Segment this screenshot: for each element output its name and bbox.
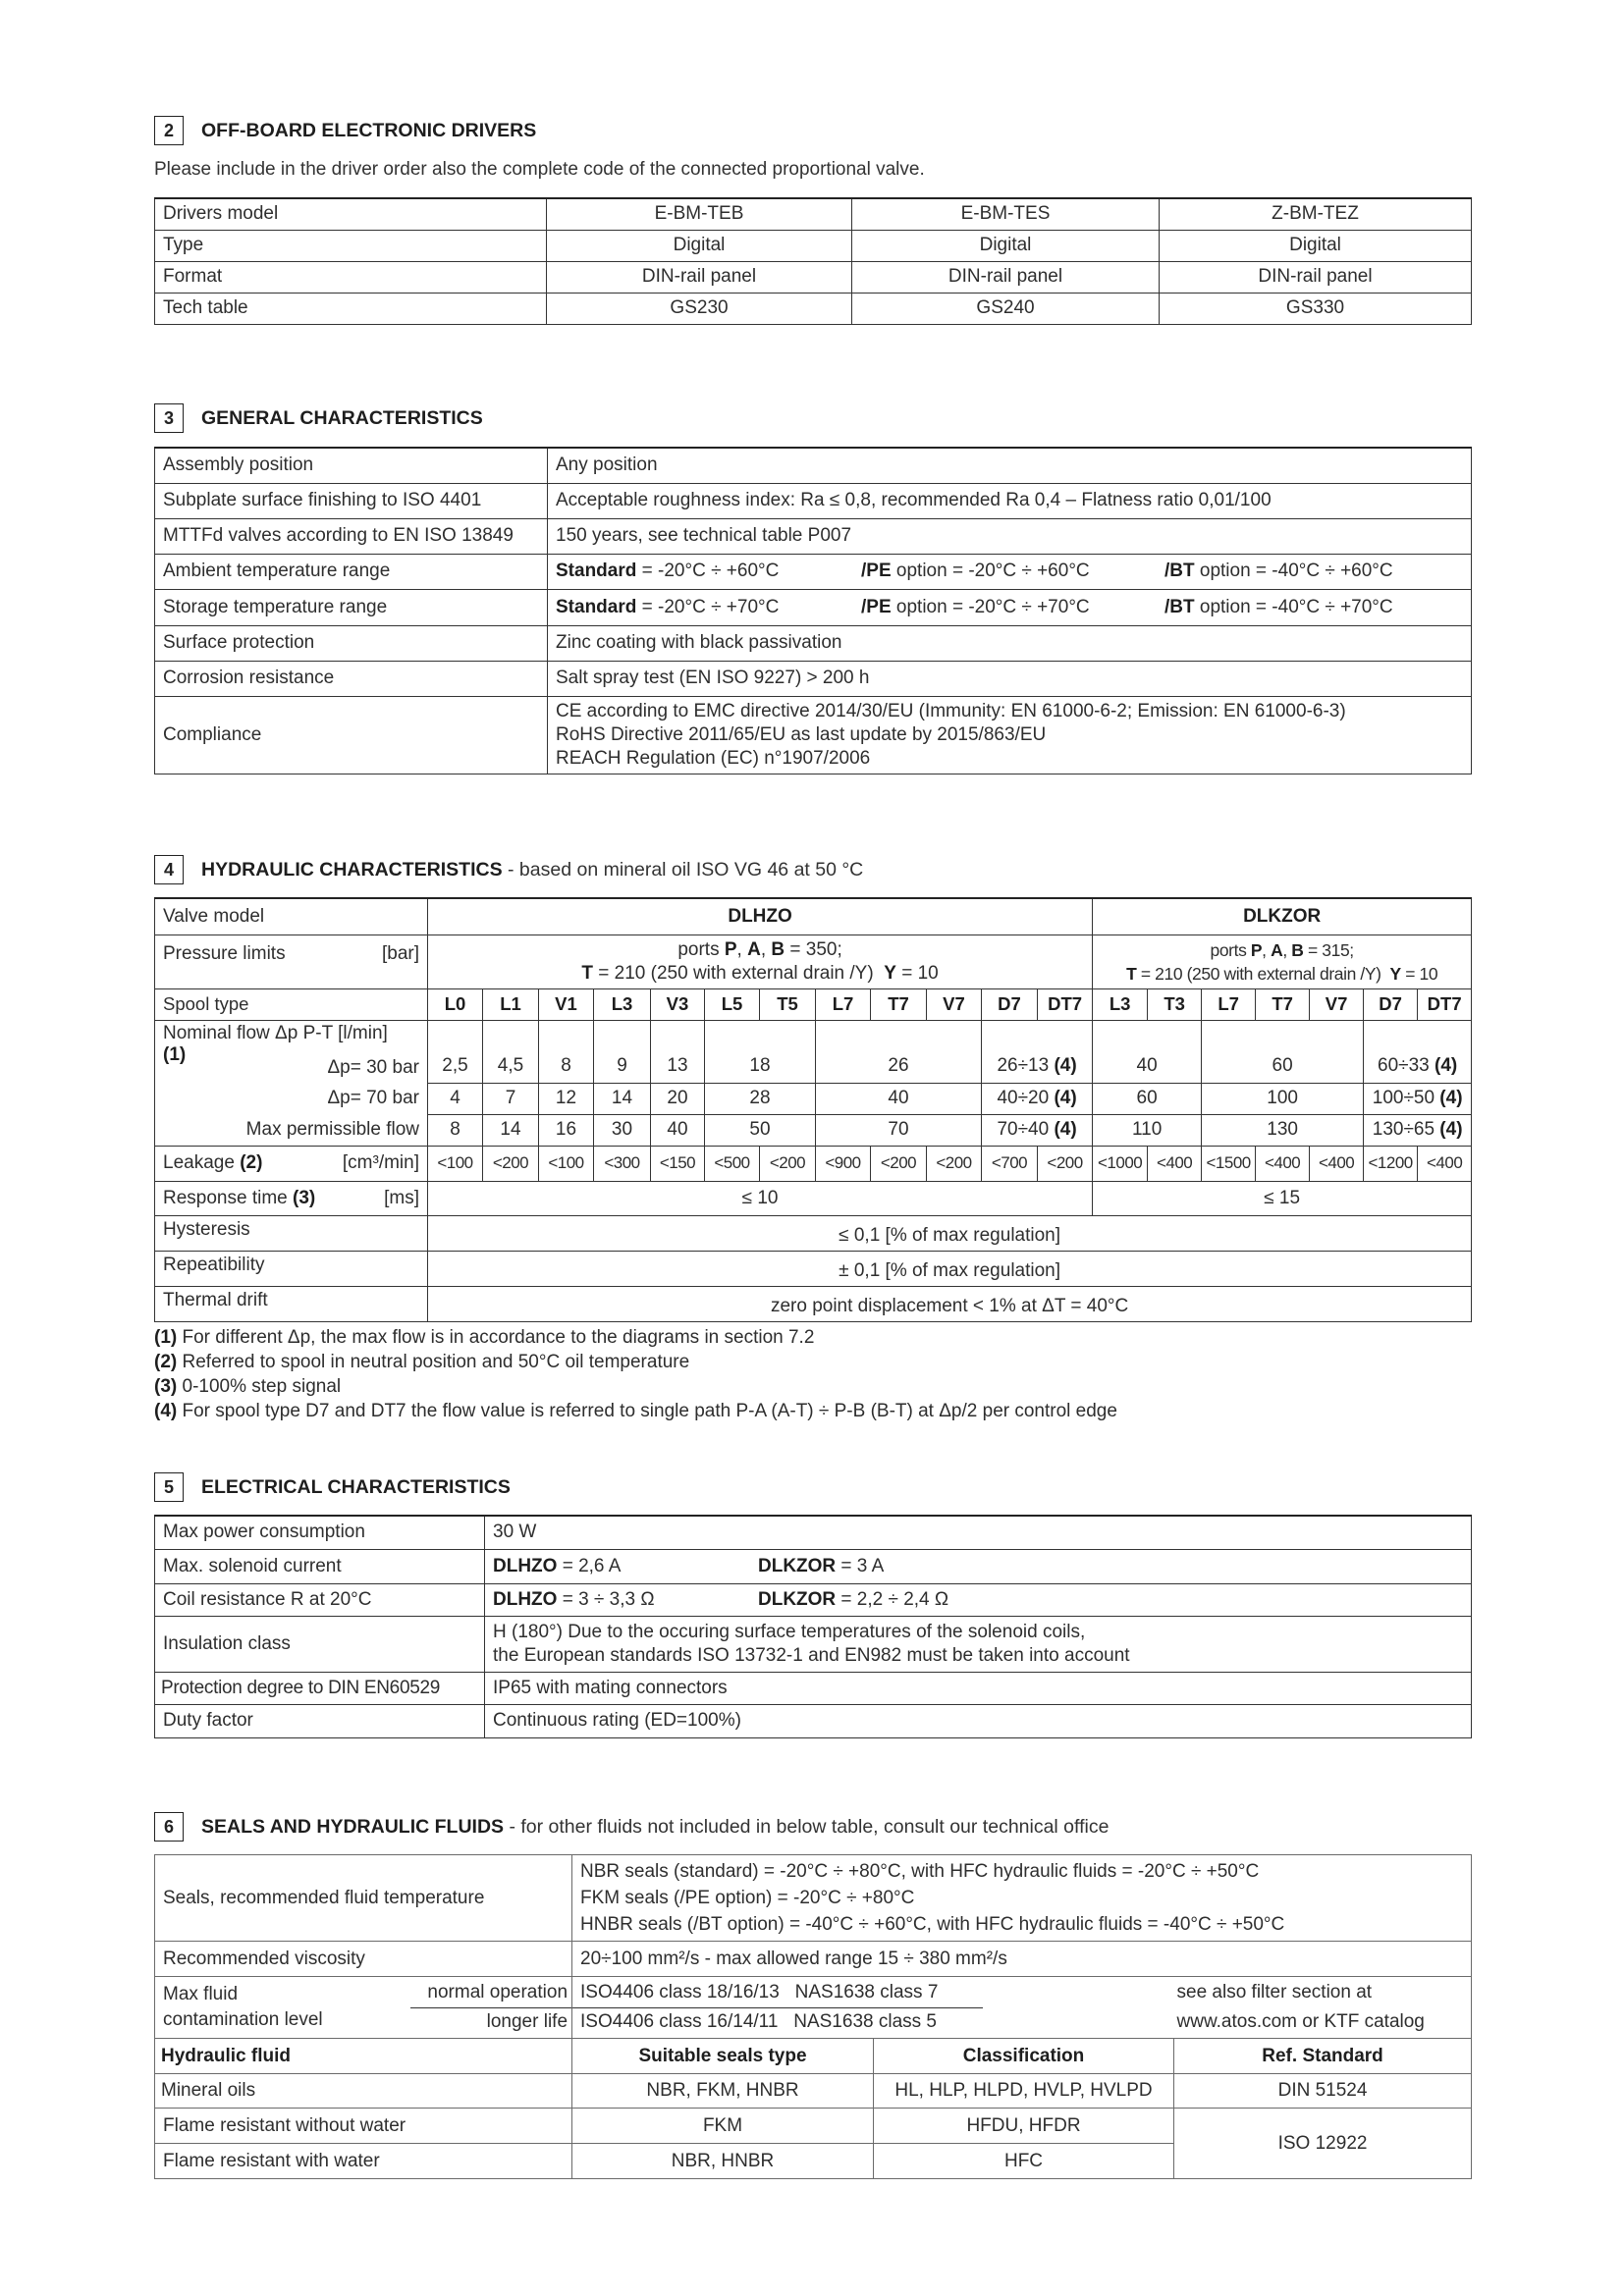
table-row xyxy=(155,1942,1472,1977)
model-header-dlhzo: DLHZO xyxy=(428,898,1093,934)
row-label: Seals, recommended fluid temperature xyxy=(155,1855,572,1942)
row-value: DLHZO = 3 ÷ 3,3 Ω DLKZOR = 2,2 ÷ 2,4 Ω xyxy=(485,1583,1472,1616)
table-row xyxy=(155,230,1472,261)
spool-cell: T3 xyxy=(1148,988,1202,1020)
flow-cell: 20 xyxy=(651,1083,705,1114)
section-title: SEALS AND HYDRAULIC FLUIDS - for other fluids not included in below table, consult our technical office xyxy=(201,1816,1110,1838)
leakage-cell: <500 xyxy=(705,1146,760,1181)
table-row xyxy=(155,261,1472,293)
sub-labels: normal operation longer life xyxy=(410,1977,572,2039)
spool-cell: V3 xyxy=(651,988,705,1020)
leakage-cell: <1000 xyxy=(1093,1146,1148,1181)
flow-cell: 130÷65 (4) xyxy=(1364,1114,1472,1146)
flow-cell: 40 xyxy=(651,1114,705,1146)
column-header: Ref. Standard xyxy=(1174,2039,1472,2074)
flow-cell: 4 xyxy=(428,1083,483,1114)
leakage-cell: <200 xyxy=(871,1146,927,1181)
flow-cell: 9 xyxy=(594,1020,651,1083)
section-header xyxy=(154,1472,1471,1504)
compliance-line: REACH Regulation (EC) n°1907/2006 xyxy=(556,747,871,769)
table-row xyxy=(155,483,1472,518)
divider xyxy=(410,2007,572,2008)
standard-range: Standard = -20°C ÷ +70°C xyxy=(556,596,780,617)
driver-model-cell: E-BM-TES xyxy=(852,198,1160,230)
leakage-cell: <100 xyxy=(428,1146,483,1181)
classification: HFC xyxy=(874,2144,1174,2179)
table-row xyxy=(155,696,1472,774)
general-characteristics-table xyxy=(154,447,1472,774)
flow-cell: 130 xyxy=(1202,1114,1364,1146)
flow-cell: 60 xyxy=(1202,1020,1364,1083)
section-electrical-characteristics xyxy=(154,1472,1471,1731)
compliance-line: CE according to EMC directive 2014/30/EU (Immunity: EN 61000-6-2; Emission: EN 61000-6-3) xyxy=(556,700,1346,721)
row-label: Surface protection xyxy=(155,625,548,661)
row-label: Compliance xyxy=(155,696,548,774)
spool-cell: L1 xyxy=(483,988,539,1020)
section-title: HYDRAULIC CHARACTERISTICS - based on mineral oil ISO VG 46 at 50 °C xyxy=(201,859,864,881)
column-header: Classification xyxy=(874,2039,1174,2074)
section-seals-hydraulic-fluids xyxy=(154,1812,1471,2171)
row-label: Pressure limits [bar] xyxy=(155,934,428,988)
row-value: Continuous rating (ED=100%) xyxy=(485,1704,1472,1737)
table-row xyxy=(155,1616,1472,1672)
row-label: Duty factor xyxy=(155,1704,485,1737)
row-value xyxy=(548,554,1472,589)
leakage-cell: <400 xyxy=(1418,1146,1472,1181)
section-general-characteristics xyxy=(154,403,1471,769)
section-header xyxy=(154,116,1471,147)
spool-cell: V1 xyxy=(539,988,594,1020)
driver-model-cell: Z-BM-TEZ xyxy=(1160,198,1472,230)
flow-cell: 8 xyxy=(539,1020,594,1083)
value-cell: Digital xyxy=(1160,230,1472,261)
flow-cell: 13 xyxy=(651,1020,705,1083)
table-row xyxy=(155,2109,1472,2144)
section-title: OFF-BOARD ELECTRONIC DRIVERS xyxy=(201,120,537,141)
flow-cell: 4,5 xyxy=(483,1020,539,1083)
table-row xyxy=(155,293,1472,324)
fluid-name: Flame resistant with water xyxy=(155,2144,572,2179)
leakage-row xyxy=(155,1146,1472,1181)
model-header-dlkzor: DLKZOR xyxy=(1093,898,1472,934)
row-value: IP65 with mating connectors xyxy=(485,1672,1472,1704)
thermal-drift-row xyxy=(155,1286,1472,1321)
leakage-cell: <1200 xyxy=(1364,1146,1418,1181)
leakage-cell: <300 xyxy=(594,1146,651,1181)
row-label: Repeatibility xyxy=(155,1251,428,1286)
table-row xyxy=(155,898,1472,934)
row-label: Response time (3) [ms] xyxy=(155,1181,428,1215)
table-row xyxy=(155,1704,1472,1737)
fluid-name: Flame resistant without water xyxy=(155,2109,572,2144)
row-label: Format xyxy=(155,261,547,293)
flow-cell: 18 xyxy=(705,1020,816,1083)
row-value: H (180°) Due to the occuring surface temperatures of the solenoid coils, the European standards ISO 13732-1 and EN982 must be taken into account xyxy=(485,1616,1472,1672)
spool-cell: L5 xyxy=(705,988,760,1020)
spool-cell: T5 xyxy=(760,988,816,1020)
footnote: (4) For spool type D7 and DT7 the flow value is referred to single path P-A (A-T) ÷ P-B (B-T) at Δp/2 per control edge xyxy=(154,1401,1117,1421)
flow-cell: 70 xyxy=(816,1114,982,1146)
row-value: NBR seals (standard) = -20°C ÷ +80°C, with HFC hydraulic fluids = -20°C ÷ +50°C FKM seals (/PE option) = -20°C ÷ +80°C HNBR seals (/BT option) = -40°C ÷ +60°C, with HFC hydraulic fluids = -40°C ÷ +50°C xyxy=(572,1855,1472,1942)
row-value xyxy=(548,696,1472,774)
table-row xyxy=(155,1672,1472,1704)
flow-cell: 26÷13 (4) xyxy=(982,1020,1093,1083)
row-label: Tech table xyxy=(155,293,547,324)
spool-cell: V7 xyxy=(1310,988,1364,1020)
flow-cell: 60÷33 (4) xyxy=(1364,1020,1472,1083)
pe-option-range: /PE option = -20°C ÷ +70°C xyxy=(861,596,1090,617)
table-row xyxy=(155,1516,1472,1549)
leakage-cell: <100 xyxy=(539,1146,594,1181)
row-label: Type xyxy=(155,230,547,261)
leakage-cell: <150 xyxy=(651,1146,705,1181)
seals-type: FKM xyxy=(572,2109,874,2144)
seals-fluids-table xyxy=(154,1854,1472,2179)
drivers-table xyxy=(154,197,1472,325)
row-label: Drivers model xyxy=(155,198,547,230)
spool-cell: T7 xyxy=(871,988,927,1020)
row-label: Insulation class xyxy=(155,1616,485,1672)
flow-cell: 60 xyxy=(1093,1083,1202,1114)
row-label: Max. solenoid current xyxy=(155,1549,485,1583)
flow-dp70-row xyxy=(155,1083,1472,1114)
footnote: (1) For different Δp, the max flow is in accordance to the diagrams in section 7.2 xyxy=(154,1327,815,1348)
row-label: Thermal drift xyxy=(155,1286,428,1321)
flow-cell: 110 xyxy=(1093,1114,1202,1146)
pressure-limits-dlkzor: ports P, A, B = 315; T = 210 (250 with external drain /Y) Y = 10 xyxy=(1093,934,1472,988)
bt-option-range: /BT option = -40°C ÷ +60°C xyxy=(1164,561,1393,581)
pe-option-range: /PE option = -20°C ÷ +60°C xyxy=(861,561,1090,581)
ref-standard: DIN 51524 xyxy=(1174,2074,1472,2109)
section-off-board-drivers xyxy=(154,116,1471,318)
section-header xyxy=(154,1812,1471,1843)
row-label: Valve model xyxy=(155,898,428,934)
row-label: Δp= 70 bar xyxy=(155,1083,428,1114)
flow-cell: 16 xyxy=(539,1114,594,1146)
ref-standard: ISO 12922 xyxy=(1174,2109,1472,2179)
spool-cell: D7 xyxy=(1364,988,1418,1020)
table-row xyxy=(155,2074,1472,2109)
flow-cell: 8 xyxy=(428,1114,483,1146)
hysteresis-row xyxy=(155,1215,1472,1251)
row-label: Hysteresis xyxy=(155,1215,428,1251)
classification: HL, HLP, HLPD, HVLP, HVLPD xyxy=(874,2074,1174,2109)
leakage-cell: <1500 xyxy=(1202,1146,1256,1181)
section-title: ELECTRICAL CHARACTERISTICS xyxy=(201,1476,511,1498)
spool-cell: L0 xyxy=(428,988,483,1020)
section-number-badge: 4 xyxy=(154,855,184,884)
bt-option-range: /BT option = -40°C ÷ +70°C xyxy=(1164,596,1393,617)
row-value: 20÷100 mm²/s - max allowed range 15 ÷ 380 mm²/s xyxy=(572,1942,1472,1977)
row-label: MTTFd valves according to EN ISO 13849 xyxy=(155,518,548,554)
flow-dp30-row xyxy=(155,1020,1472,1083)
leakage-cell: <200 xyxy=(1038,1146,1093,1181)
leakage-cell: <400 xyxy=(1310,1146,1364,1181)
spool-cell: L3 xyxy=(1093,988,1148,1020)
seals-type: NBR, HNBR xyxy=(572,2144,874,2179)
table-row xyxy=(155,1583,1472,1616)
flow-cell: 50 xyxy=(705,1114,816,1146)
row-value: DLHZO = 2,6 A DLKZOR = 3 A xyxy=(485,1549,1472,1583)
flow-cell: 2,5 xyxy=(428,1020,483,1083)
spool-cell: V7 xyxy=(927,988,982,1020)
row-label: Protection degree to DIN EN60529 xyxy=(155,1672,485,1704)
table-row xyxy=(155,625,1472,661)
row-label: Coil resistance R at 20°C xyxy=(155,1583,485,1616)
hydraulic-characteristics-table xyxy=(154,897,1472,1322)
compliance-line: RoHS Directive 2011/65/EU as last update by 2015/863/EU xyxy=(556,723,1047,745)
flow-cell: 70÷40 (4) xyxy=(982,1114,1093,1146)
filter-note: see also filter section at www.atos.com or KTF catalog xyxy=(1174,1977,1472,2039)
table-row xyxy=(155,1977,1472,2039)
footnote: (3) 0-100% step signal xyxy=(154,1376,342,1397)
row-value: 30 W xyxy=(485,1516,1472,1549)
spool-cell: L7 xyxy=(816,988,871,1020)
section-number-badge: 6 xyxy=(154,1812,184,1842)
row-label: Subplate surface finishing to ISO 4401 xyxy=(155,483,548,518)
row-label: Max permissible flow xyxy=(155,1114,428,1146)
row-value: Salt spray test (EN ISO 9227) > 200 h xyxy=(548,661,1472,696)
column-header: Suitable seals type xyxy=(572,2039,874,2074)
row-value: 150 years, see technical table P007 xyxy=(548,518,1472,554)
row-label: Assembly position xyxy=(155,448,548,483)
table-row xyxy=(155,1855,1472,1942)
section-number-badge: 3 xyxy=(154,403,184,433)
row-label: Max fluid contamination level xyxy=(155,1977,410,2039)
value-cell: Digital xyxy=(852,230,1160,261)
hysteresis-value: ≤ 0,1 [% of max regulation] xyxy=(428,1215,1472,1251)
row-value xyxy=(548,589,1472,625)
table-row xyxy=(155,1549,1472,1583)
row-value: Any position xyxy=(548,448,1472,483)
footnote: (2) Referred to spool in neutral position and 50°C oil temperature xyxy=(154,1352,690,1372)
section-number-badge: 5 xyxy=(154,1472,184,1502)
fluid-name: Mineral oils xyxy=(155,2074,572,2109)
leakage-cell: <700 xyxy=(982,1146,1038,1181)
table-row xyxy=(155,934,1472,988)
flow-cell: 14 xyxy=(483,1114,539,1146)
response-dlkzor: ≤ 15 xyxy=(1093,1181,1472,1215)
row-value: Zinc coating with black passivation xyxy=(548,625,1472,661)
flow-cell: 14 xyxy=(594,1083,651,1114)
flow-cell: 40 xyxy=(1093,1020,1202,1083)
section-title: GENERAL CHARACTERISTICS xyxy=(201,407,483,429)
spool-cell: L3 xyxy=(594,988,651,1020)
spool-cell: DT7 xyxy=(1038,988,1093,1020)
row-label: Max power consumption xyxy=(155,1516,485,1549)
footnotes xyxy=(154,1325,1117,1423)
table-row xyxy=(155,198,1472,230)
repeatability-row xyxy=(155,1251,1472,1286)
repeatability-value: ± 0,1 [% of max regulation] xyxy=(428,1251,1472,1286)
value-cell: DIN-rail panel xyxy=(547,261,852,293)
table-row xyxy=(155,554,1472,589)
spool-type-row xyxy=(155,988,1472,1020)
thermal-drift-value: zero point displacement < 1% at ΔT = 40°C xyxy=(428,1286,1472,1321)
spool-cell: D7 xyxy=(982,988,1038,1020)
spool-cell: T7 xyxy=(1256,988,1310,1020)
response-time-row xyxy=(155,1181,1472,1215)
leakage-cell: <900 xyxy=(816,1146,871,1181)
value-cell: DIN-rail panel xyxy=(1160,261,1472,293)
flow-cell: 40÷20 (4) xyxy=(982,1083,1093,1114)
table-row xyxy=(155,589,1472,625)
seals-type: NBR, FKM, HNBR xyxy=(572,2074,874,2109)
flow-cell: 7 xyxy=(483,1083,539,1114)
value-cell: DIN-rail panel xyxy=(852,261,1160,293)
leakage-cell: <200 xyxy=(927,1146,982,1181)
section-intro: Please include in the driver order also the complete code of the connected proportional valve. xyxy=(154,159,925,180)
spool-cell: DT7 xyxy=(1418,988,1472,1020)
row-label: Leakage (2) [cm³/min] xyxy=(155,1146,428,1181)
classification: HFDU, HFDR xyxy=(874,2109,1174,2144)
column-header: Hydraulic fluid xyxy=(155,2039,572,2074)
flow-cell: 100 xyxy=(1202,1083,1364,1114)
spool-cell: L7 xyxy=(1202,988,1256,1020)
table-row xyxy=(155,448,1472,483)
value-cell: GS330 xyxy=(1160,293,1472,324)
contamination-values: ISO4406 class 18/16/13 NAS1638 class 7 ISO4406 class 16/14/11 NAS1638 class 5 xyxy=(572,1977,1174,2039)
fluid-table-header xyxy=(155,2039,1472,2074)
value-cell: GS230 xyxy=(547,293,852,324)
value-cell: Digital xyxy=(547,230,852,261)
driver-model-cell: E-BM-TEB xyxy=(547,198,852,230)
table-row xyxy=(155,661,1472,696)
row-label: Corrosion resistance xyxy=(155,661,548,696)
leakage-cell: <400 xyxy=(1256,1146,1310,1181)
leakage-cell: <400 xyxy=(1148,1146,1202,1181)
flow-cell: 40 xyxy=(816,1083,982,1114)
section-header xyxy=(154,855,1471,886)
row-label: Nominal flow Δp P-T [l/min] (1) Δp= 30 bar xyxy=(155,1020,428,1083)
leakage-cell: <200 xyxy=(483,1146,539,1181)
section-number-badge: 2 xyxy=(154,116,184,145)
table-row xyxy=(155,518,1472,554)
standard-range: Standard = -20°C ÷ +60°C xyxy=(556,561,780,581)
value-cell: GS240 xyxy=(852,293,1160,324)
section-header xyxy=(154,403,1471,435)
row-label: Ambient temperature range xyxy=(155,554,548,589)
section-hydraulic-characteristics xyxy=(154,855,1471,1421)
flow-cell: 12 xyxy=(539,1083,594,1114)
divider xyxy=(572,2007,983,2008)
pressure-limits-dlhzo: ports P, A, B = 350; T = 210 (250 with external drain /Y) Y = 10 xyxy=(428,934,1093,988)
leakage-cell: <200 xyxy=(760,1146,816,1181)
flow-cell: 26 xyxy=(816,1020,982,1083)
row-label: Spool type xyxy=(155,988,428,1020)
flow-cell: 100÷50 (4) xyxy=(1364,1083,1472,1114)
response-dlhzo: ≤ 10 xyxy=(428,1181,1093,1215)
row-label: Storage temperature range xyxy=(155,589,548,625)
row-label: Recommended viscosity xyxy=(155,1942,572,1977)
row-value: Acceptable roughness index: Ra ≤ 0,8, recommended Ra 0,4 – Flatness ratio 0,01/100 xyxy=(548,483,1472,518)
flow-cell: 28 xyxy=(705,1083,816,1114)
max-flow-row xyxy=(155,1114,1472,1146)
electrical-characteristics-table xyxy=(154,1515,1472,1738)
flow-cell: 30 xyxy=(594,1114,651,1146)
